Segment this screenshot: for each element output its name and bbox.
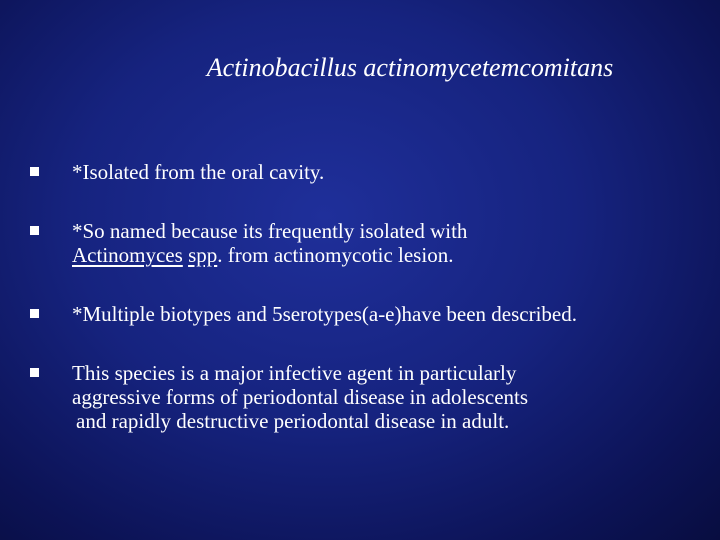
bullet-list: [30, 160, 700, 433]
square-bullet-icon: [30, 309, 39, 318]
bullet-text-line-2: [72, 243, 700, 267]
bullet-item-biotypes: [30, 302, 700, 326]
bullet-text: *Isolated from the oral cavity.: [72, 160, 325, 184]
bullet-text: *Multiple biotypes and 5serotypes(a-e)have been described.: [72, 302, 577, 326]
bullet-item-infective-agent: [30, 361, 700, 433]
bullet-item-isolated: [30, 160, 700, 184]
bullet-text-line-1: *So named because its frequently isolated with: [72, 219, 468, 243]
slide-title: Actinobacillus actinomycetemcomitans: [206, 53, 614, 82]
bullet-text-line-3: and rapidly destructive periodontal disease in adult.: [76, 409, 510, 433]
square-bullet-icon: [30, 167, 39, 176]
actinomyces-term: Actinomyces: [72, 243, 183, 267]
square-bullet-icon: [30, 226, 39, 235]
bullet-text-line-1: This species is a major infective agent in particularly: [72, 361, 517, 385]
square-bullet-icon: [30, 368, 39, 377]
lesion-text: . from actinomycotic lesion.: [217, 243, 454, 267]
spp-term: spp: [188, 243, 218, 267]
bullet-text-line-2: aggressive forms of periodontal disease in adolescents: [72, 385, 529, 409]
bullet-item-named: [30, 219, 700, 267]
